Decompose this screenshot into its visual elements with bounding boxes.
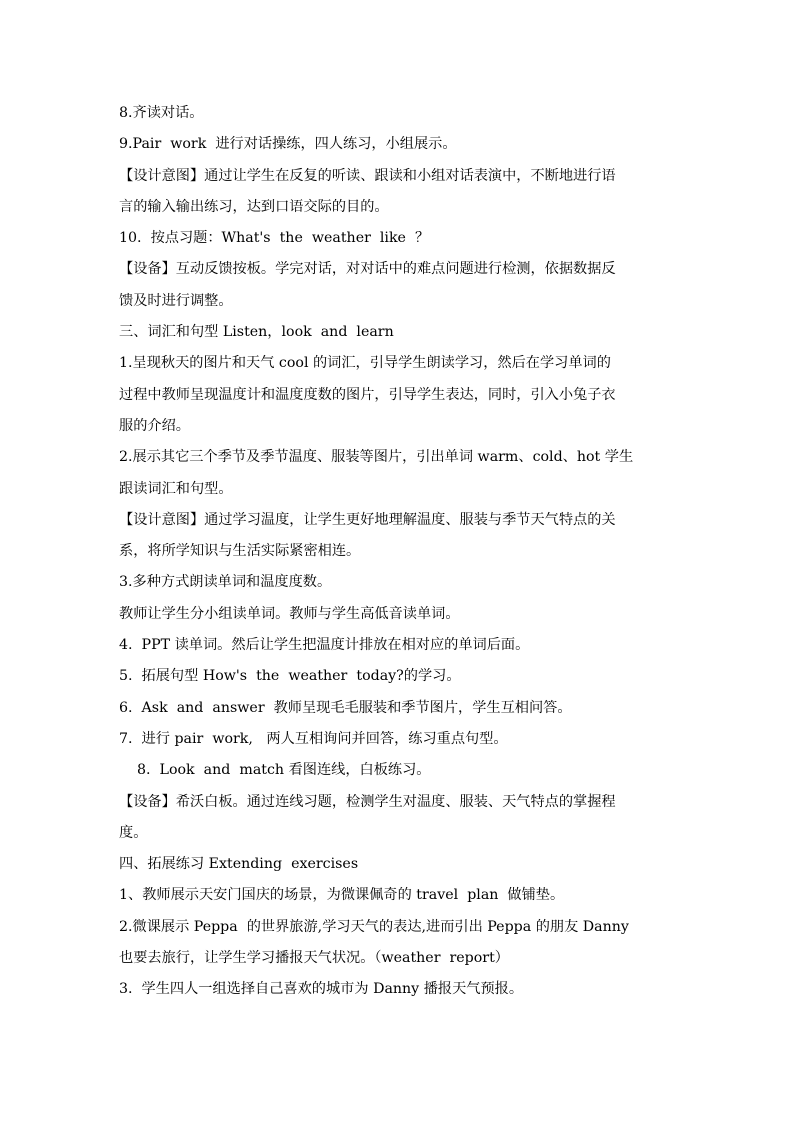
text-line: 【设备】互动反馈按板。学完对话，对对话中的难点问题进行检测，依据数据反 [119,261,616,278]
text-line: 8. Look and match 看图连线，白板练习。 [137,762,431,779]
text-line: 5. 拓展句型 How's the weather today?的学习。 [119,668,461,685]
text-line: 3.多种方式朗读单词和温度度数。 [119,574,332,591]
text-line: 3. 学生四人一组选择自己喜欢的城市为 Danny 播报天气预报。 [119,981,524,998]
text-line: 言的输入输出练习，达到口语交际的目的。 [119,198,389,215]
text-line: 1.呈现秋天的图片和天气 cool 的词汇，引导学生朗读学习，然后在学习单词的 [119,355,611,372]
text-line: 8.齐读对话。 [119,105,204,121]
text-line: 1、教师展示天安门国庆的场景，为微课佩奇的 travel plan 做铺垫。 [119,887,565,904]
document-body [119,98,677,1006]
text-line: 2.展示其它三个季节及季节温度、服装等图片，引出单词 warm、cold、hot 学生 [119,449,634,466]
text-line: 【设备】希沃白板。通过连线习题，检测学生对温度、服装、天气特点的掌握程 [119,793,616,810]
text-line: 6. Ask and answer 教师呈现毛毛服装和季节图片，学生互相问答。 [119,699,572,716]
text-line: 系，将所学知识与生活实际紧密相连。 [119,543,361,560]
text-line: 服的介绍。 [119,417,190,434]
text-line: 9.Pair work 进行对话操练，四人练习，小组展示。 [119,136,457,153]
text-line: 2.微课展示 Peppa 的世界旅游,学习天气的表达,进而引出 Peppa 的朋友 Danny [119,918,629,935]
section-heading: 三、词汇和句型 Listen，look and learn [119,324,394,341]
text-line: 度。 [119,824,148,841]
text-line: 【设计意图】通过让学生在反复的听读、跟读和小组对话表演中，不断地进行语 [119,167,616,184]
text-line: 【设计意图】通过学习温度，让学生更好地理解温度、服装与季节天气特点的关 [119,511,616,528]
text-line: 跟读词汇和句型。 [119,480,233,497]
text-line: 教师让学生分小组读单词。教师与学生高低音读单词。 [119,605,460,622]
text-line: 7. 进行 pair work, 两人互相询问并回答，练习重点句型。 [119,730,508,747]
text-line: 也要去旅行，让学生学习播报天气状况。（weather report） [119,950,509,967]
text-line: 馈及时进行调整。 [119,292,233,309]
text-line: 过程中教师呈现温度计和温度度数的图片，引导学生表达，同时，引入小兔子衣 [119,386,616,403]
section-heading: 四、拓展练习 Extending exercises [119,856,359,873]
text-line: 4. PPT 读单词。然后让学生把温度计排放在相对应的单词后面。 [119,637,530,654]
text-line: 10. 按点习题：What's the weather like ？ [119,230,430,247]
